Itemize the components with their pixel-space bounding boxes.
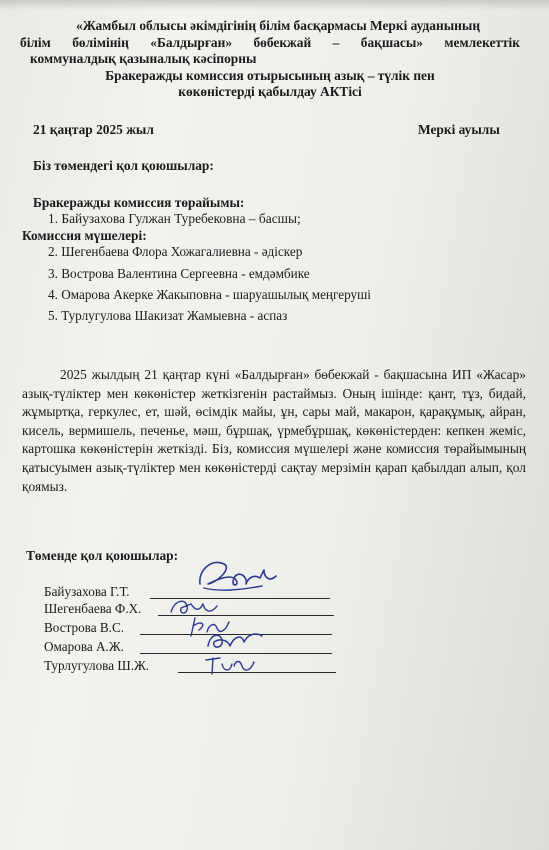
member-item: 5. Турлугулова Шакизат Жамыевна - аспаз [48, 308, 288, 323]
document-place: Меркі ауылы [418, 122, 500, 137]
undersigned-heading: Біз төмендегі қол қоюшылар: [33, 158, 214, 173]
header-line-2: білім бөлімінің «Балдырған» бөбекжай – бақшасы» мемлекеттік [20, 34, 520, 50]
signer-name: Шегенбаева Ф.Х. [44, 601, 142, 616]
signer-name: Турлугулова Ш.Ж. [44, 658, 150, 673]
member-item: 4. Омарова Акерке Жакыповна - шаруашылық меңгеруші [48, 287, 371, 302]
header-line-1: «Жамбыл облысы әкімдігінің білім басқармасы Меркі ауданының [75, 18, 481, 33]
act-title-line-2: көкөністерді қабылдау АКТісі [178, 84, 362, 99]
signature-baiuzakhova [190, 548, 290, 598]
member-item: 2. Шегенбаева Флора Хожагалиевна - әдіскер [48, 244, 303, 259]
act-body-paragraph: 2025 жылдың 21 қаңтар күні «Балдырған» бөбекжай - бақшасына ИП «Жасар» азық-түліктер мен көкөністер жеткізгенін растаймыз. Оның ішінде: қант, тұз, бидай, жұмыртқа, геркулес, ет, шәй, өсімдік майы, ұн, сары май, макарон, қарақұмық, айран, кисель, вермишель, печенье, мәш, бұршақ, үрмебұршақ, көкөністерден: кепкен жеміс, картошка көкөністерін жеткізді. Біз, комиссия мүшелері және комиссия төрайымының қатысуымен азық-түліктер мен көкөністерді сақтау мерзімін қарап қабылдап алып, қол қоямыз. [22, 367, 526, 494]
document-header [20, 18, 520, 101]
signer-name: Омарова А.Ж. [44, 639, 124, 654]
signature-row [44, 658, 149, 678]
act-title-line-1: Бракеражды комиссия отырысының азық – түлік пен [105, 67, 435, 83]
paper-top-edge [0, 0, 549, 10]
signer-name: Вострова В.С. [44, 620, 125, 635]
members-heading: Комиссия мүшелері: [22, 228, 147, 243]
signature-turlugulova [200, 650, 260, 680]
chair-heading: Бракеражды комиссия төрайымы: [33, 195, 245, 210]
signature-row [44, 620, 124, 640]
header-line-3: коммуналдық қазыналық кәсіпорны [30, 51, 257, 66]
member-item: 3. Вострова Валентина Сергеевна - емдәмбике [48, 266, 310, 281]
document-date: 21 қаңтар 2025 жыл [33, 122, 154, 137]
signers-heading: Төменде қол қоюшылар: [26, 548, 179, 563]
signature-row [44, 639, 124, 659]
signer-name: Байузахова Г.Т. [44, 584, 130, 599]
signature-row [44, 601, 141, 621]
chair-member: 1. Байузахова Гулжан Туребековна – басшы; [48, 211, 301, 226]
